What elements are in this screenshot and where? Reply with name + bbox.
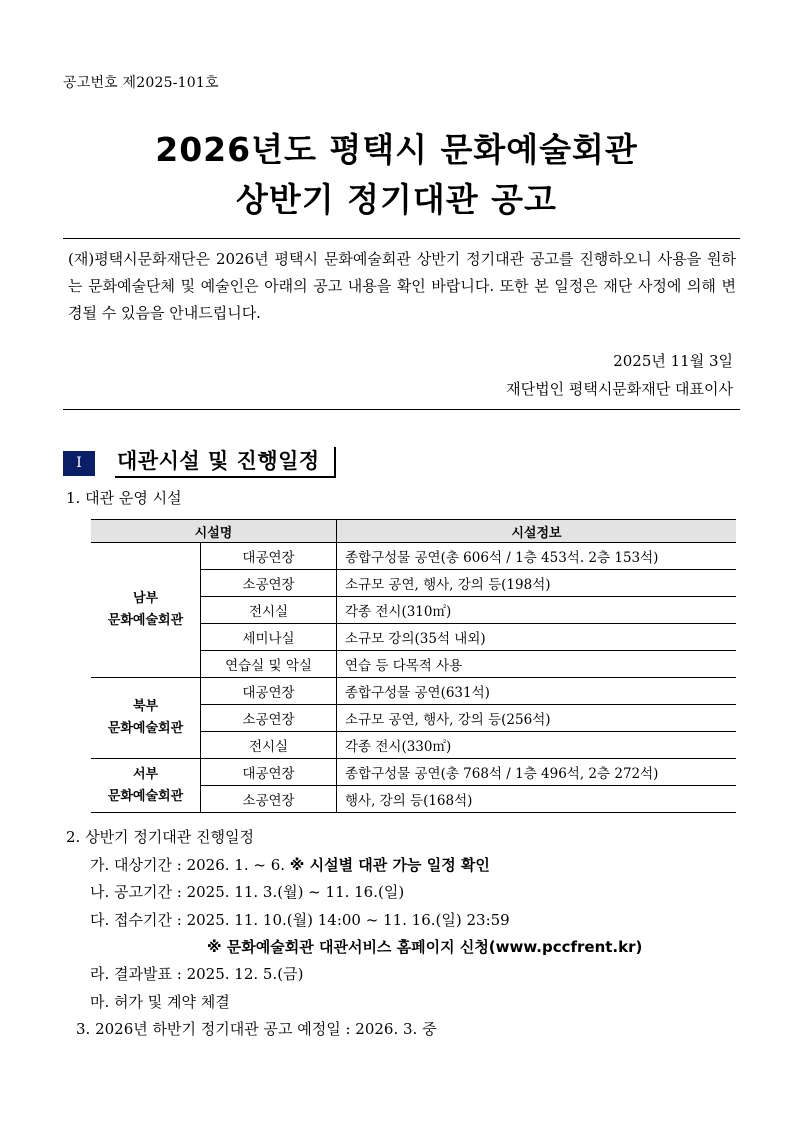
- table-row: [91, 759, 736, 786]
- room-info: 행사, 강의 등(168석): [337, 786, 737, 813]
- room-info: 종합구성물 공연(총 606석 / 1층 453석. 2층 153석): [337, 543, 737, 570]
- signature-org: 재단법인 평택시문화재단 대표이사: [506, 380, 733, 398]
- section-title: 대관시설 및 진행일정: [115, 447, 336, 478]
- facilities-heading: 1. 대관 운영 시설: [66, 489, 182, 507]
- schedule-item-notice-period: 나. 공고기간 : 2025. 11. 3.(월) ~ 11. 16.(일): [90, 883, 405, 901]
- room-name: 소공연장: [201, 570, 337, 597]
- intro-top-rule: [63, 238, 740, 239]
- room-name: 전시실: [201, 597, 337, 624]
- room-name: 세미나실: [201, 624, 337, 651]
- facilities-table: [91, 519, 736, 813]
- notice-number: 공고번호 제2025-101호: [63, 75, 219, 91]
- next-notice-schedule: 3. 2026년 하반기 정기대관 공고 예정일 : 2026. 3. 중: [76, 1020, 437, 1038]
- room-name: 대공연장: [201, 759, 337, 786]
- room-info: 소규모 강의(35석 내외): [337, 624, 737, 651]
- room-name: 소공연장: [201, 786, 337, 813]
- room-info: 종합구성물 공연(631석): [337, 678, 737, 705]
- document-title-line2: 상반기 정기대관 공고: [236, 180, 557, 219]
- room-name: 대공연장: [201, 543, 337, 570]
- hall-name-south: 남부 문화예술회관: [91, 543, 201, 678]
- hall-name-north: 북부 문화예술회관: [91, 678, 201, 759]
- section-number-badge: Ⅰ: [63, 451, 95, 476]
- room-info: 소규모 공연, 행사, 강의 등(256석): [337, 705, 737, 732]
- signature-date: 2025년 11월 3일: [613, 352, 733, 370]
- room-name: 대공연장: [201, 678, 337, 705]
- table-header-row: [91, 520, 736, 543]
- hall-name-west: 서부 문화예술회관: [91, 759, 201, 813]
- table-row: [91, 543, 736, 570]
- col-header-info: 시설정보: [337, 520, 737, 543]
- schedule-item-application-period: 다. 접수기간 : 2025. 11. 10.(월) 14:00 ~ 11. 16.(일) 23:59: [90, 911, 510, 929]
- document-title-line1: 2026년도 평택시 문화예술회관: [155, 130, 638, 169]
- schedule-heading: 2. 상반기 정기대관 진행일정: [66, 828, 255, 846]
- intro-bottom-rule: [63, 409, 740, 410]
- target-period-text: 가. 대상기간 : 2026. 1. ~ 6.: [90, 856, 286, 874]
- room-info: 연습 등 다목적 사용: [337, 651, 737, 678]
- intro-paragraph: (재)평택시문화재단은 2026년 평택시 문화예술회관 상반기 정기대관 공고를 진행하오니 사용을 원하는 문화예술단체 및 예술인은 아래의 공고 내용을 확인 바랍니다. 또한 본 일정은 재단 사정에 의해 변경될 수 있음을 안내드립니다.: [68, 250, 736, 322]
- room-name: 전시실: [201, 732, 337, 759]
- room-info: 소규모 공연, 행사, 강의 등(198석): [337, 570, 737, 597]
- application-website-note: ※ 문화예술회관 대관서비스 홈페이지 신청(www.pccfrent.kr): [207, 938, 643, 956]
- room-name: 소공연장: [201, 705, 337, 732]
- room-info: 각종 전시(330㎡): [337, 732, 737, 759]
- target-period-note: ※ 시설별 대관 가능 일정 확인: [289, 856, 490, 874]
- col-header-hall: 시설명: [91, 520, 337, 543]
- schedule-item-target-period: [90, 854, 490, 875]
- table-row: [91, 678, 736, 705]
- schedule-item-result-announcement: 라. 결과발표 : 2025. 12. 5.(금): [90, 965, 304, 983]
- room-info: 각종 전시(310㎡): [337, 597, 737, 624]
- schedule-item-contract: 마. 허가 및 계약 체결: [90, 993, 230, 1011]
- room-name: 연습실 및 악실: [201, 651, 337, 678]
- room-info: 종합구성물 공연(총 768석 / 1층 496석, 2층 272석): [337, 759, 737, 786]
